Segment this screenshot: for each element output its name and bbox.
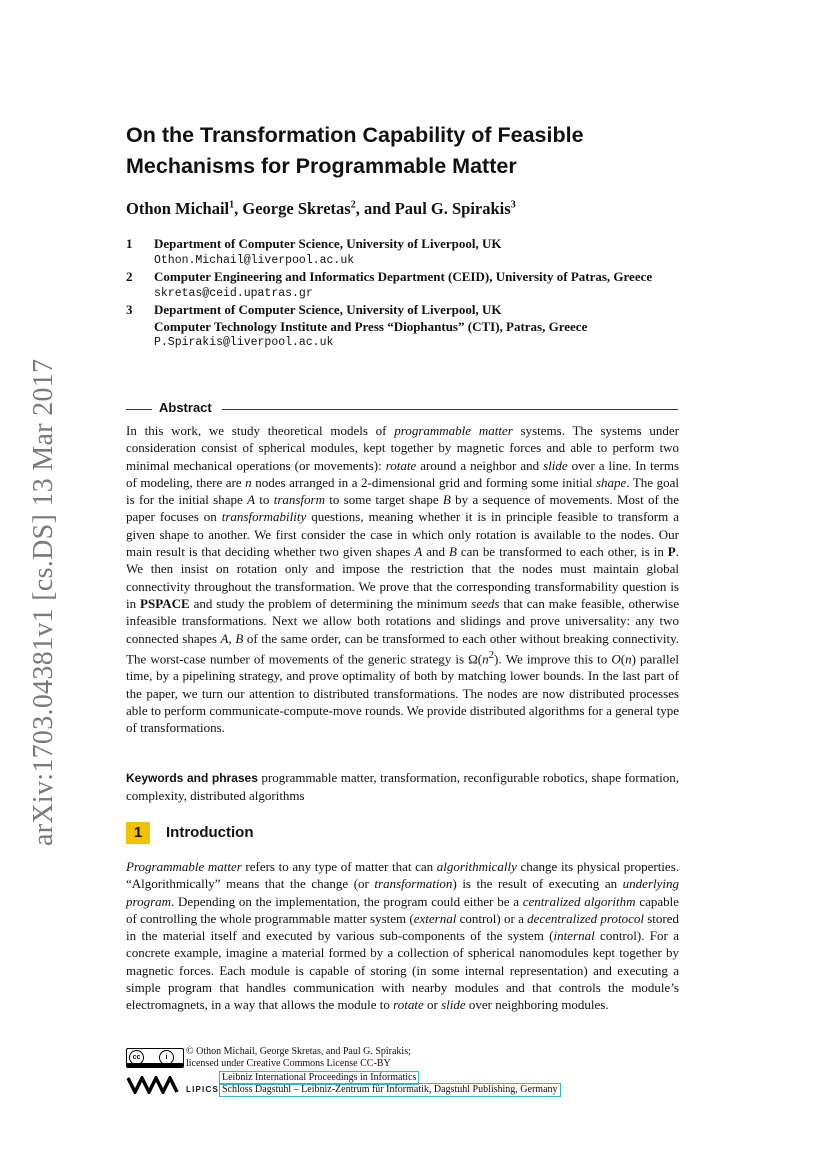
section-title: Introduction — [166, 824, 254, 841]
author-list — [126, 199, 516, 219]
affiliation-text: Computer Technology Institute and Press “Diophantus” (CTI), Patras, Greece — [154, 318, 588, 334]
author-superscript: 2 — [350, 199, 356, 211]
lipics-wordmark: LIPICS — [186, 1085, 219, 1094]
abstract-text: In this work, we study theoretical models of programmable matter systems. The systems under consideration consist of spherical modules, kept together by magnetic forces and able to perform two minimal mechanical operations (or movements): rotate around a neighbor and slide over a line. In terms of modeling, there are n nodes arranged in a 2-dimensional grid and forming some initial shape. The goal is for the initial shape A to transform to some target shape B by a sequence of movements. Most of the paper focuses on transformability questions, meaning whether it is in principle feasible to transform a given shape to another. We first consider the case in which only rotation is available to the nodes. Our main result is that deciding whether two given shapes A and B can be transformed to each other, is in P. We then insist on rotation only and impose the restriction that the nodes must maintain global connectivity throughout the transformation. We prove that the corresponding transformability question is in PSPACE and study the problem of determining the minimum seeds that can make feasible, otherwise infeasible transformations. Next we allow both rotations and slidings and prove universality: any two connected shapes A, B of the same order, can be transformed to each other without breaking connectivity. The worst-case number of movements of the generic strategy is $\Omega(n^2)$. We improve this to O(n) parallel time, by a pipelining strategy, and prove optimality of both by matching lower bounds. In the last part of the paper, we turn our attention to distributed transformations. The nodes are now distributed processes able to perform communicate-compute-move rounds. We provide distributed algorithms for a general type of transformations. — [126, 423, 680, 736]
author-superscript: 1 — [229, 199, 235, 211]
arxiv-side-identifier: arXiv:1703.04381v1 [cs.DS] 13 Mar 2017 — [28, 358, 59, 846]
affiliation-2 — [126, 269, 686, 302]
series-link[interactable]: Leibniz International Proceedings in Informatics — [219, 1071, 419, 1085]
affiliation-list — [126, 236, 686, 352]
author-superscript: 3 — [510, 199, 516, 211]
affiliation-number: 3 — [126, 302, 133, 317]
author-name: Paul G. Spirakis — [394, 199, 511, 218]
keywords-label: Keywords and phrases — [126, 771, 258, 785]
lipics-logo-icon — [126, 1076, 182, 1094]
affiliation-text: Computer Engineering and Informatics Department (CEID), University of Patras, Greece — [154, 269, 653, 284]
affiliation-email[interactable]: P.Spirakis@liverpool.ac.uk — [154, 336, 334, 349]
author-separator: , and — [355, 199, 395, 218]
affiliation-text: Department of Computer Science, University of Liverpool, UK — [154, 302, 502, 317]
heading-rule — [222, 409, 678, 410]
abstract-heading — [126, 400, 678, 418]
creative-commons-icon: cc i — [126, 1048, 184, 1068]
affiliation-number: 2 — [126, 269, 133, 284]
paper-title: On the Transformation Capability of Feasible Mechanisms for Programmable Matter — [126, 123, 584, 178]
affiliation-email[interactable]: skretas@ceid.upatras.gr — [154, 286, 313, 300]
author-separator: , — [234, 199, 243, 218]
publisher-link[interactable]: Schloss Dagstuhl – Leibniz-Zentrum für Informatik, Dagstuhl Publishing, Germany — [219, 1083, 561, 1097]
keywords-text: programmable matter, transformation, reconfigurable robotics, shape formation, complexity, distributed algorithms — [126, 770, 679, 804]
section-number: 1 — [126, 822, 150, 844]
copyright-line: © Othon Michail, George Skretas, and Paul G. Spirakis; — [186, 1046, 411, 1057]
license-text — [186, 1046, 411, 1069]
affiliation-email[interactable]: Othon.Michail@liverpool.ac.uk — [154, 253, 355, 267]
author-name: Othon Michail — [126, 199, 230, 218]
affiliation-3 — [126, 302, 686, 352]
author-name: George Skretas — [242, 199, 351, 218]
abstract-label: Abstract — [159, 400, 212, 415]
affiliation-1 — [126, 236, 686, 269]
affiliation-number: 1 — [126, 236, 133, 251]
affiliation-text: Department of Computer Science, University of Liverpool, UK — [154, 236, 502, 251]
heading-rule — [126, 409, 152, 410]
license-line: licensed under Creative Commons License CC-BY — [186, 1057, 391, 1069]
page-footer — [126, 1046, 686, 1096]
keywords-paragraph — [126, 769, 679, 805]
introduction-text: Programmable matter refers to any type of matter that can algorithmically change its physical properties. “Algorithmically” means that the change (or transformation) is the result of executing an underlying program. Depending on the implementation, the program could either be a centralized algorithm capable of controlling the whole programmable matter system (external control) or a decentralized protocol stored in the material itself and executed by various sub-components of the system (internal control). For a concrete example, imagine a material formed by a collection of spherical nanomodules kept together by magnetic forces. Each module is capable of storing (in some internal representation) and executing a simple program that handles communication with nearby modules and that controls the module’s electromagnets, in a way that allows the module to rotate or slide over neighboring modules. — [126, 859, 680, 1013]
